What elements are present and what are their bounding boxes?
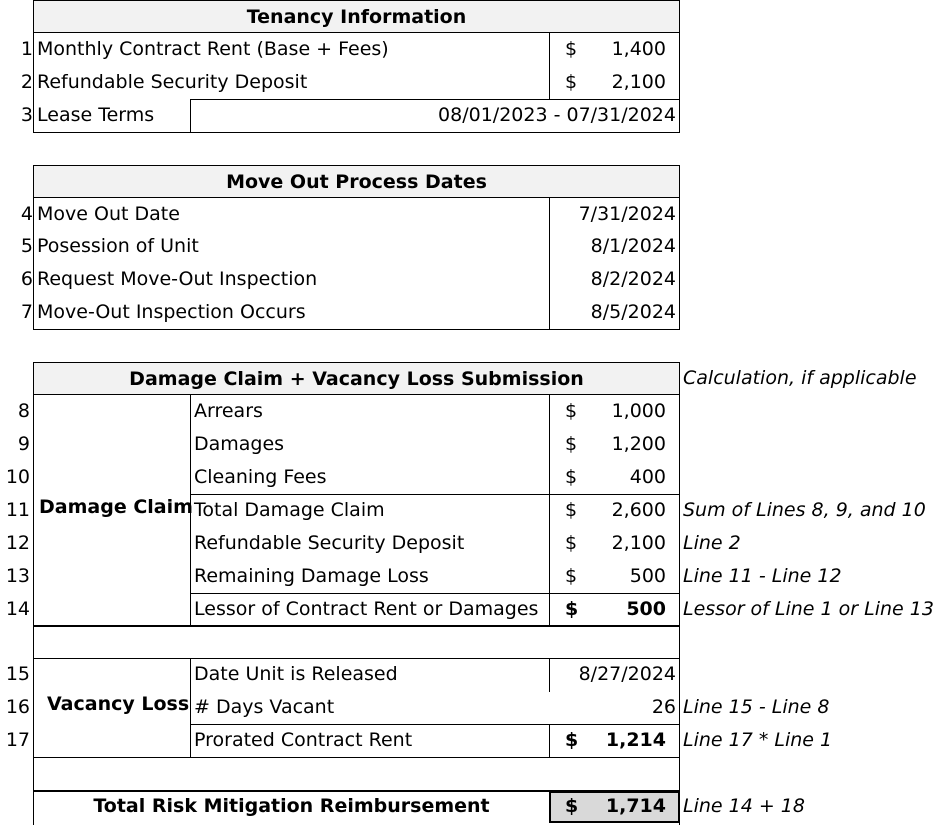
- section-divider: [33, 757, 680, 758]
- calc-column-header: Calculation, if applicable: [683, 367, 917, 389]
- value-cell: 1,214: [605, 729, 666, 751]
- line-number: 2: [20, 71, 33, 93]
- currency-symbol: $: [565, 499, 578, 521]
- tenancy-title: Tenancy Information: [246, 5, 467, 28]
- line-number: 12: [5, 532, 30, 554]
- currency-symbol: $: [565, 565, 578, 587]
- damage-claim-group-label: Damage Claim: [39, 496, 193, 518]
- calc-note: Line 14 + 18: [683, 795, 805, 817]
- col-divider: [549, 198, 550, 329]
- line-number: 5: [20, 235, 33, 257]
- line-number: 17: [5, 729, 30, 751]
- table-border: [33, 395, 34, 825]
- line-number: 6: [20, 268, 33, 290]
- row-label: Date Unit is Released: [194, 663, 398, 685]
- line-number: 4: [20, 203, 33, 225]
- value-cell: 500: [629, 565, 666, 587]
- col-divider: [190, 99, 191, 132]
- row-label: Lease Terms: [37, 104, 155, 126]
- section-divider: [33, 625, 680, 627]
- value-cell: 26: [651, 696, 676, 718]
- table-border: [679, 395, 680, 825]
- value-cell: 1,000: [611, 400, 666, 422]
- line-number: 1: [20, 38, 33, 60]
- calc-note: Line 11 - Line 12: [683, 565, 842, 587]
- row-label: # Days Vacant: [194, 696, 335, 718]
- currency-symbol: $: [565, 71, 578, 93]
- row-label: Refundable Security Deposit: [194, 532, 465, 554]
- tenancy-header: [33, 0, 680, 33]
- lease-terms-value: 08/01/2023 - 07/31/2024: [438, 104, 676, 126]
- value-cell: 1,400: [611, 38, 666, 60]
- moveout-header: [33, 165, 680, 198]
- row-label: Damages: [194, 433, 285, 455]
- row-label: Posession of Unit: [37, 235, 199, 257]
- row-label: Move-Out Inspection Occurs: [37, 301, 306, 323]
- vacancy-loss-group-label: Vacancy Loss: [47, 693, 190, 715]
- row-divider: [190, 724, 680, 725]
- total-value: 1,714: [605, 795, 666, 817]
- value-cell: 500: [626, 598, 666, 620]
- currency-symbol: $: [565, 532, 578, 554]
- currency-symbol: $: [565, 38, 578, 60]
- date-cell: 7/31/2024: [578, 203, 676, 225]
- calc-note: Line 2: [683, 532, 741, 554]
- line-number: 8: [17, 400, 30, 422]
- row-label: Arrears: [194, 400, 263, 422]
- claim-title: Damage Claim + Vacancy Loss Submission: [129, 367, 584, 390]
- currency-symbol: $: [565, 729, 579, 751]
- claim-header: [33, 362, 680, 395]
- row-label: Move Out Date: [37, 203, 180, 225]
- col-divider: [190, 658, 191, 758]
- row-label: Cleaning Fees: [194, 466, 327, 488]
- line-number: 14: [5, 598, 30, 620]
- col-divider: [549, 395, 550, 626]
- col-divider: [549, 33, 550, 99]
- line-number: 16: [5, 696, 30, 718]
- col-divider: [549, 658, 550, 692]
- currency-symbol: $: [565, 598, 579, 620]
- col-divider: [549, 724, 550, 758]
- line-number: 10: [5, 466, 30, 488]
- date-cell: 8/2/2024: [590, 268, 676, 290]
- total-label: Total Risk Mitigation Reimbursement: [93, 795, 490, 817]
- row-divider: [190, 593, 680, 594]
- value-cell: 400: [629, 466, 666, 488]
- line-number: 15: [5, 663, 30, 685]
- section-divider: [33, 658, 680, 659]
- row-label: Request Move-Out Inspection: [37, 268, 318, 290]
- row-label: Prorated Contract Rent: [194, 729, 413, 751]
- line-number: 13: [5, 565, 30, 587]
- line-number: 3: [20, 104, 33, 126]
- line-number: 11: [5, 499, 30, 521]
- calc-note: Line 17 * Line 1: [683, 729, 833, 751]
- row-label: Remaining Damage Loss: [194, 565, 429, 587]
- row-label: Refundable Security Deposit: [37, 71, 308, 93]
- moveout-title: Move Out Process Dates: [226, 170, 487, 193]
- line-number: 7: [20, 301, 33, 323]
- date-cell: 8/5/2024: [590, 301, 676, 323]
- row-label: Monthly Contract Rent (Base + Fees): [37, 38, 389, 60]
- currency-symbol: $: [565, 466, 578, 488]
- currency-symbol: $: [565, 433, 578, 455]
- row-divider: [190, 99, 680, 100]
- row-label: Lessor of Contract Rent or Damages: [194, 598, 539, 620]
- row-label: Total Damage Claim: [194, 499, 385, 521]
- line-number: 9: [17, 433, 30, 455]
- currency-symbol: $: [565, 400, 578, 422]
- row-divider: [190, 494, 680, 495]
- date-cell: 8/1/2024: [590, 235, 676, 257]
- currency-symbol: $: [565, 795, 579, 817]
- calc-note: Sum of Lines 8, 9, and 10: [683, 499, 926, 521]
- value-cell: 1,200: [611, 433, 666, 455]
- calc-note: Line 15 - Line 8: [683, 696, 830, 718]
- calc-note: Lessor of Line 1 or Line 13: [683, 598, 934, 620]
- date-cell: 8/27/2024: [578, 663, 676, 685]
- value-cell: 2,100: [611, 71, 666, 93]
- value-cell: 2,100: [611, 532, 666, 554]
- value-cell: 2,600: [611, 499, 666, 521]
